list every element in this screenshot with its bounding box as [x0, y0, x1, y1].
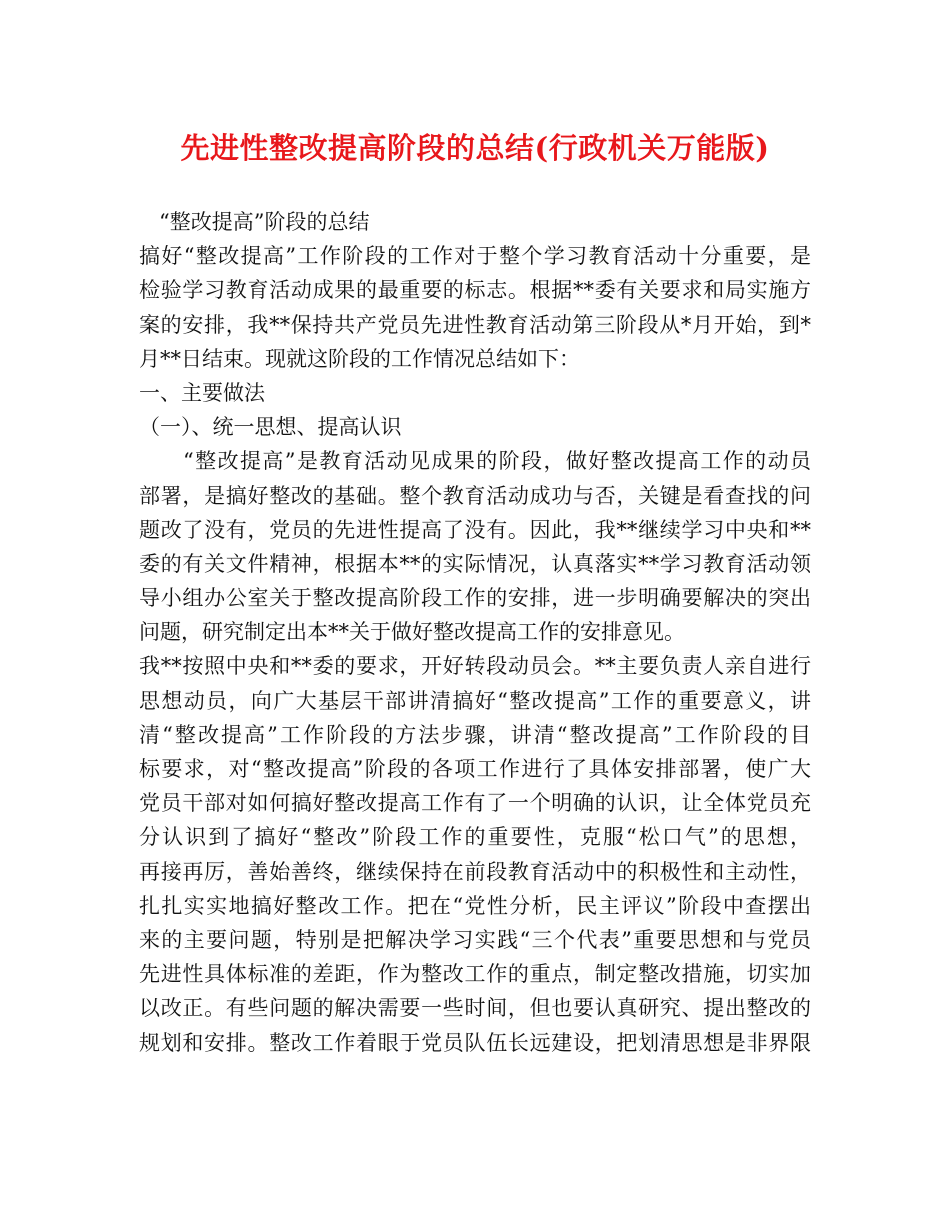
text-line: 搞好“整改提高”工作阶段的工作对于整个学习教育活动十分重要，是: [139, 244, 811, 269]
text-line: 检验学习教育活动成果的最重要的标志。根据**委有关要求和局实施方: [139, 278, 811, 303]
text-line: 规划和安排。整改工作着眼于党员队伍长远建设，把划清思想是非界限: [139, 1030, 811, 1055]
text-line: 一、主要做法: [139, 380, 265, 405]
text-line: 先进性具体标准的差距，作为整改工作的重点，制定整改措施，切实加: [139, 962, 811, 987]
text-line: 再接再厉，善始善终，继续保持在前段教育活动中的积极性和主动性，: [139, 859, 811, 884]
text-line: 我**按照中央和**委的要求，开好转段动员会。**主要负责人亲自进行: [139, 654, 811, 679]
document-title: 先进性整改提高阶段的总结(行政机关万能版): [180, 131, 770, 165]
text-line: 题改了没有，党员的先进性提高了没有。因此，我**继续学习中央和**: [139, 517, 811, 542]
text-line: 分认识到了搞好“整改”阶段工作的重要性，克服“松口气”的思想，: [139, 825, 811, 850]
text-line: 月**日结束。现就这阶段的工作情况总结如下：: [139, 346, 580, 371]
text-line: 部署，是搞好整改的基础。整个教育活动成功与否，关键是看查找的问: [139, 483, 811, 508]
document-body: [139, 205, 811, 1060]
text-line: 导小组办公室关于整改提高阶段工作的安排，进一步明确要解决的突出: [139, 586, 811, 611]
text-line: 扎扎实实地搞好整改工作。把在“党性分析，民主评议”阶段中查摆出: [139, 893, 811, 918]
text-line: 委的有关文件精神，根据本**的实际情况，认真落实**学习教育活动领: [139, 551, 811, 576]
text-line: 思想动员，向广大基层干部讲清搞好“整改提高”工作的重要意义，讲: [139, 688, 811, 713]
text-line: 党员干部对如何搞好整改提高工作有了一个明确的认识，让全体党员充: [139, 791, 811, 816]
text-line: “整改提高”阶段的总结: [159, 210, 370, 234]
text-line: （一）、统一思想、提高认识: [139, 415, 402, 440]
text-line: 标要求，对“整改提高”阶段的各项工作进行了具体安排部署，使广大: [139, 757, 811, 781]
text-line: 问题，研究制定出本**关于做好整改提高工作的安排意见。: [139, 620, 685, 645]
text-line: 以改正。有些问题的解决需要一些时间，但也要认真研究、提出整改的: [139, 996, 811, 1021]
text-line: 案的安排，我**保持共产党员先进性教育活动第三阶段从*月开始，到*: [139, 312, 811, 337]
text-line: 清“整改提高”工作阶段的方法步骤，讲清“整改提高”工作阶段的目: [139, 722, 811, 747]
text-line: 来的主要问题，特别是把解决学习实践“三个代表”重要思想和与党员: [139, 927, 811, 952]
text-line: “整改提高”是教育活动见成果的阶段，做好整改提高工作的动员: [183, 449, 811, 474]
